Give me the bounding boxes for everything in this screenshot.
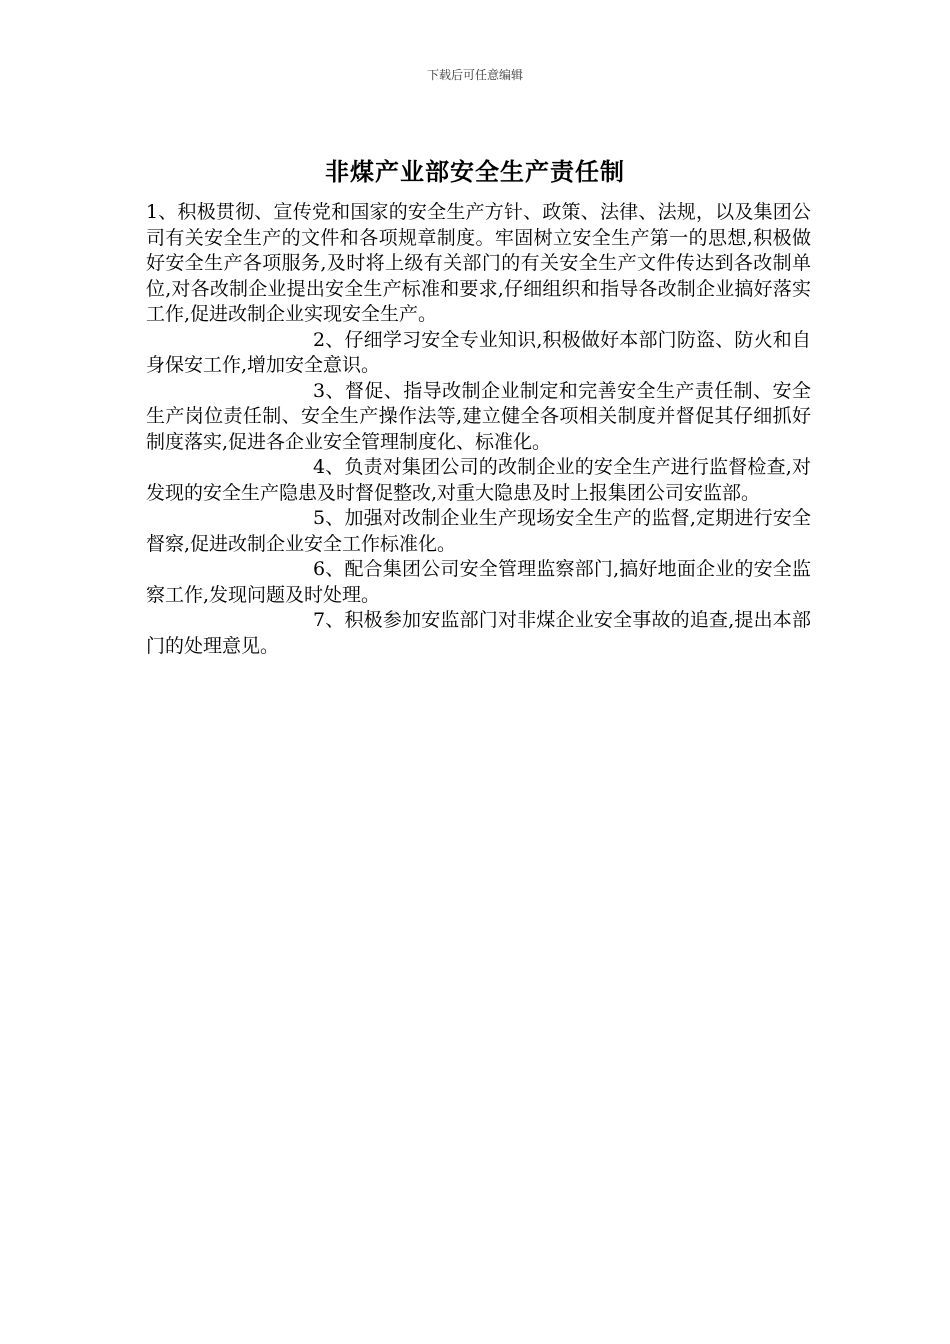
document-title: 非煤产业部安全生产责任制 [325, 157, 625, 186]
paragraph-1: 1、积极贯彻、宣传党和国家的安全生产方针、政策、法律、法规，以及集团公司有关安全生产的文件和各项规章制度。牢固树立安全生产第一的思想,积极做好安全生产各项服务,及时将上级有关部门的有关安全生产文件传达到各改制单位,对各改制企业提出安全生产标准和要求,仔细组织和指导各改制企业搞好落实工作,促进改制企业实现安全生产。 [146, 201, 811, 325]
page-header: 下载后可任意编辑 [426, 68, 523, 82]
paragraph-5: 5、加强对改制企业生产现场安全生产的监督,定期进行安全督察,促进改制企业安全工作标准化。 [146, 507, 811, 555]
paragraph-3: 3、督促、指导改制企业制定和完善安全生产责任制、安全生产岗位责任制、安全生产操作法等,建立健全各项相关制度并督促其仔细抓好制度落实,促进各企业安全管理制度化、标准化。 [146, 379, 811, 453]
paragraph-7: 7、积极参加安监部门对非煤企业安全事故的追查,提出本部门的处理意见。 [146, 609, 811, 657]
paragraph-6: 6、配合集团公司安全管理监察部门,搞好地面企业的安全监察工作,发现问题及时处理。 [146, 558, 811, 606]
document-body [146, 200, 811, 659]
paragraph-4: 4、负责对集团公司的改制企业的安全生产进行监督检查,对发现的安全生产隐患及时督促整改,对重大隐患及时上报集团公司安监部。 [146, 456, 811, 504]
paragraph-2: 2、仔细学习安全专业知识,积极做好本部门防盗、防火和自身保安工作,增加安全意识。 [146, 328, 811, 376]
